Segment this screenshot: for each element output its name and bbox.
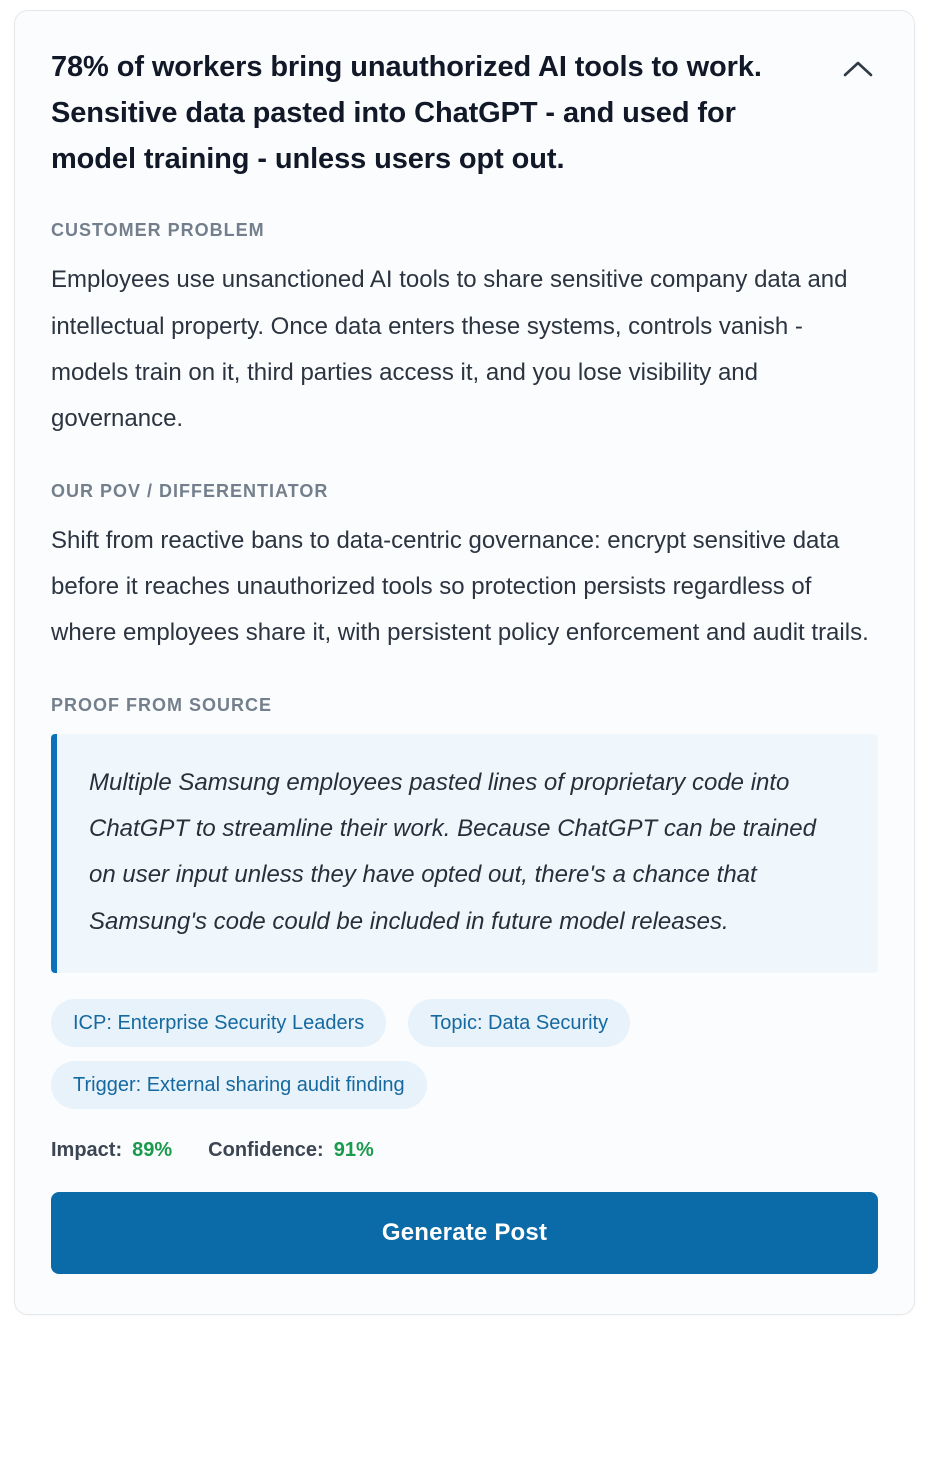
confidence-value: 91% (333, 1138, 374, 1161)
section-body-customer-problem: Employees use unsanctioned AI tools to share sensitive company data and intellectual property. Once data enters these systems, controls vanish - models train on it, third parties access it, and you lose visibility and governance. (51, 266, 848, 433)
metrics-row (51, 1139, 878, 1162)
chip-list (51, 999, 878, 1109)
chip-icp[interactable]: ICP: Enterprise Security Leaders (51, 999, 386, 1047)
chevron-up-icon (843, 60, 873, 78)
proof-quote-text: Multiple Samsung employees pasted lines of proprietary code into ChatGPT to streamline their work. Because ChatGPT can be trained on user input unless they have opted out, there's a chance that Samsung's code could be included in future model releases. (89, 768, 816, 935)
generate-post-button[interactable]: Generate Post (51, 1192, 878, 1274)
insight-card (14, 10, 915, 1315)
proof-quote-block (51, 734, 878, 973)
chip-trigger[interactable]: Trigger: External sharing audit finding (51, 1061, 427, 1109)
impact-value: 89% (132, 1138, 173, 1161)
section-label-our-pov: OUR POV / DIFFERENTIATOR (51, 480, 329, 501)
card-header (51, 45, 878, 182)
collapse-toggle-button[interactable] (838, 49, 878, 89)
impact-label: Impact: (51, 1138, 123, 1161)
confidence-label: Confidence: (208, 1138, 324, 1161)
section-label-proof-from-source: PROOF FROM SOURCE (51, 694, 273, 715)
page-title: 78% of workers bring unauthorized AI tools to work. Sensitive data pasted into ChatGPT - and used for model training - unless users opt out. (51, 51, 762, 175)
chip-topic[interactable]: Topic: Data Security (408, 999, 630, 1047)
section-label-customer-problem: CUSTOMER PROBLEM (51, 220, 265, 241)
section-body-our-pov: Shift from reactive bans to data-centric governance: encrypt sensitive data before it reaches unauthorized tools so protection persists regardless of where employees share it, with persistent policy enforcement and audit trails. (51, 526, 869, 647)
